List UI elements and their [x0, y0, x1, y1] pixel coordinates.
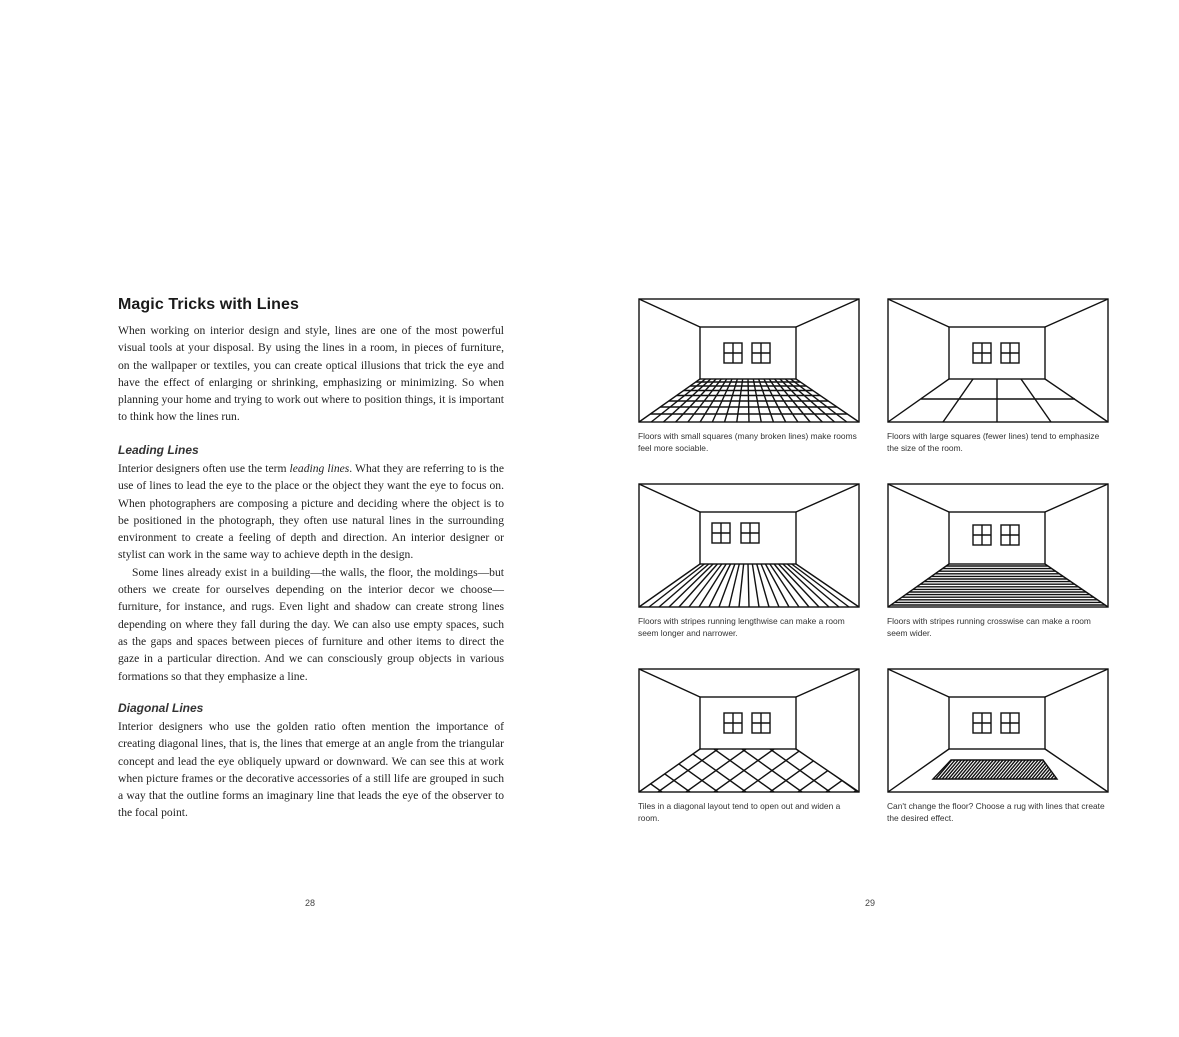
- page-number-right: 29: [865, 898, 876, 908]
- page-number-left: 28: [305, 898, 316, 908]
- figure-striped-rug: [887, 668, 1109, 824]
- leading-lines-paragraph-2: Some lines already exist in a building—the walls, the floor, the moldings—but others we create for ourselves depending on the interior decor we choose—furniture, for instance, and rugs. Even light and shadow can create strong lines depending on where they fall during the day. We can also use empty spaces, such as the gaps and spaces between pieces of furniture and other items to direct the gaze in a particular direction. And we can consciously group objects in various formations so that they emphasize a line.: [118, 565, 504, 683]
- figure-diagonal-tiles: [638, 668, 860, 824]
- caption-crosswise-stripes: Floors with stripes running crosswise can make a room seem wider.: [887, 616, 1091, 638]
- page-heading: Magic Tricks with Lines: [118, 296, 300, 313]
- room-striped-rug-illustration: [887, 668, 1109, 793]
- leading-lines-term: leading lines: [289, 462, 350, 475]
- figure-large-squares: [887, 298, 1109, 454]
- caption-diagonal-tiles: Tiles in a diagonal layout tend to open out and widen a room.: [638, 801, 841, 823]
- caption-striped-rug: Can't change the floor? Choose a rug with lines that create the desired effect.: [887, 801, 1105, 823]
- diagonal-lines-paragraph: Interior designers who use the golden ratio often mention the importance of creating diagonal lines, that is, the lines that emerge at an angle from the triangular concept and lead the eye obliquely upward or downward. We can see this at work when picture frames or the decorative accessories of a still life are grouped in such a way that the outline forms an imaginary line that leads the eye of the observer to the focal point.: [118, 720, 504, 820]
- leading-lines-title: Leading Lines: [118, 443, 199, 457]
- intro-paragraph: When working on interior design and style, lines are one of the most powerful visual tools at your disposal. By using the lines in a room, in pieces of furniture, on the wallpaper or textiles, you can create optical illusions that trick the eye and have the effect of enlarging or shrinking, emphasizing or minimizing. So when planning your home and trying to work out where to position things, it is important to think how the lines run.: [118, 324, 504, 424]
- figure-lengthwise-stripes: [638, 483, 860, 639]
- diagonal-lines-title: Diagonal Lines: [118, 701, 204, 715]
- figure-crosswise-stripes: [887, 483, 1109, 639]
- room-lengthwise-stripes-illustration: [638, 483, 860, 608]
- room-small-squares-illustration: [638, 298, 860, 423]
- caption-large-squares: Floors with large squares (fewer lines) tend to emphasize the size of the room.: [887, 431, 1100, 453]
- leading-lines-text-b: . What they are referring to is the use of lines to lead the eye to the place or the object they want the eye to focus on. When photographers are composing a picture and deciding where the object is to be positioned in the photograph, they often use natural lines in the surrounding environment to create a feeling of depth and direction. An interior designer or stylist can work in the same way to achieve depth in the design.: [118, 462, 504, 562]
- figure-small-squares: [638, 298, 860, 454]
- room-diagonal-tiles-illustration: [638, 668, 860, 793]
- leading-lines-paragraph-1: [118, 460, 504, 564]
- caption-small-squares: Floors with small squares (many broken lines) make rooms feel more sociable.: [638, 431, 857, 453]
- leading-lines-text-a: Interior designers often use the term: [118, 462, 290, 475]
- room-crosswise-stripes-illustration: [887, 483, 1109, 608]
- leading-lines-body: [118, 460, 504, 685]
- room-large-squares-illustration: [887, 298, 1109, 423]
- caption-lengthwise-stripes: Floors with stripes running lengthwise can make a room seem longer and narrower.: [638, 616, 845, 638]
- right-page: [590, 0, 1179, 1037]
